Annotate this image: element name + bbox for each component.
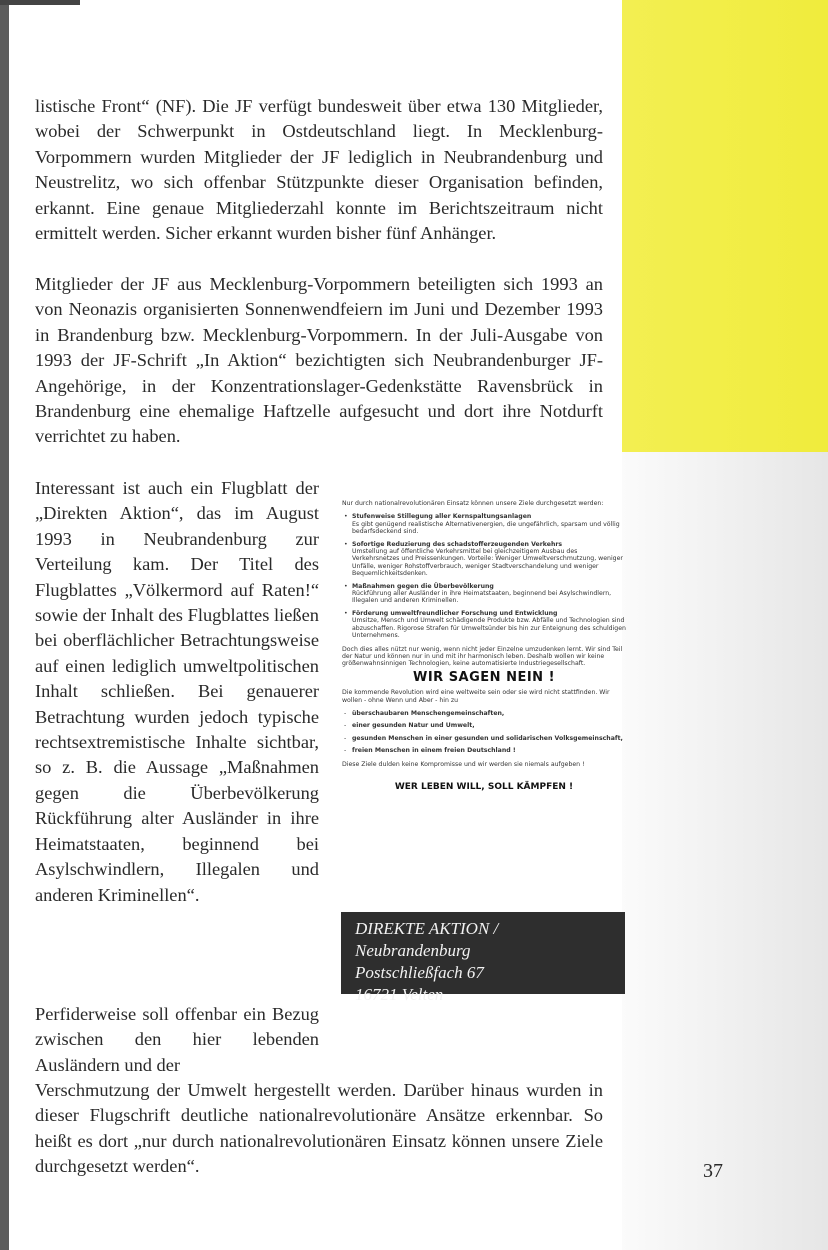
leaflet-after: Die kommende Revolution wird eine weltweite sein oder sie wird nicht stattfinden. Wir wollen - ohne Wenn und Aber - hin zu xyxy=(342,689,610,704)
address-line: DIREKTE AKTION / Neubrandenburg xyxy=(355,919,499,960)
leaflet-excerpt xyxy=(342,500,626,807)
leaflet-goals-list xyxy=(342,710,626,755)
address-line: Postschließfach 67 xyxy=(355,963,484,982)
leaflet-demand xyxy=(352,610,626,640)
leaflet-goal xyxy=(352,710,626,717)
leaflet-demand-head: Sofortige Reduzierung des schadstofferzeugenden Verkehrs xyxy=(352,540,563,548)
yellow-margin-band xyxy=(622,0,828,452)
leaflet-demand xyxy=(352,513,626,535)
paragraph-2 xyxy=(35,272,603,450)
leaflet-goal xyxy=(352,747,626,754)
leaflet-closing: Diese Ziele dulden keine Kompromisse und wir werden sie niemals aufgeben ! xyxy=(342,760,585,768)
leaflet-middle: Doch dies alles nützt nur wenig, wenn nicht jeder Einzelne umzudenken lernt. Wir sind Teil der Natur und können nur in und mit ihr harmonisch leben. Deshalb wollen wir keine größenwahnsinnigen Technologien, keine automatisierte Industriegesellschaft. xyxy=(342,645,623,668)
address-line: 16721 Velten xyxy=(355,985,444,1004)
leaflet-goal-text: überschaubaren Menschengemeinschaften, xyxy=(352,709,505,717)
page-edge-top xyxy=(0,0,80,5)
leaflet-goal-text: freien Menschen in einem freien Deutschland ! xyxy=(352,747,516,755)
leaflet-demand-head: Maßnahmen gegen die Überbevölkerung xyxy=(352,582,494,590)
leaflet-goal-text: einer gesunden Natur und Umwelt, xyxy=(352,722,475,730)
leaflet-demand-body: Umstellung auf öffentliche Verkehrsmittel bei gleichzeitigem Ausbau des Verkehrsnetzes und Preissenkungen. Vorteile: Weniger Umweltverschmutzung, weniger Unfälle, weniger Rohstoffverbrauch, weniger Stadtverschandelung und weniger Bequemlichkeitsdenken. xyxy=(352,548,623,578)
leaflet-address-box xyxy=(341,912,625,1004)
page-edge-left xyxy=(0,0,9,1250)
leaflet-motto: WER LEBEN WILL, SOLL KÄMPFEN ! xyxy=(394,781,574,792)
paragraph-4-end-text: Verschmutzung der Umwelt hergestellt werden. Darüber hinaus wurden in dieser Flugschrift deutliche nationalrevolutionäre Ansätze erkennbar. So heißt es dort „nur durch nationalrevolutionären Einsatz können unsere Ziele durchgesetzt werden“. xyxy=(35,1080,603,1177)
leaflet-goal xyxy=(352,722,626,729)
paragraph-4-end xyxy=(35,1078,603,1180)
gray-margin-band xyxy=(622,452,828,1250)
paragraph-3-text: Interessant ist auch ein Flugblatt der „Direkten Aktion“, das im August 1993 in Neubrandenburg zur Verteilung kam. Der Titel des Flugblattes „Völkermord auf Raten!“ sowie der Inhalt des Flugblattes ließen bei oberflächlicher Betrachtungsweise auf einen lediglich umweltpolitischen Inhalt schließen. Bei genauerer Betrachtung wurden jedoch typische rechtsextremistische Inhalte sichtbar, so z. B. die Aussage „Maßnahmen gegen die Überbevölkerung Rückführung alter Ausländer in ihre Heimatstaaten, beginnend bei Asylschwindlern, Illegalen und anderen Kriminellen“. xyxy=(35,478,319,905)
leaflet-goal-text: gesunden Menschen in einer gesunden und solidarischen Volksgemeinschaft, xyxy=(352,734,623,742)
leaflet-demand xyxy=(352,541,626,578)
leaflet-intro: Nur durch nationalrevolutionären Einsatz können unsere Ziele durchgesetzt werden: xyxy=(342,500,604,507)
paragraph-1 xyxy=(35,94,603,246)
paragraph-3 xyxy=(35,476,319,908)
leaflet-demand-body: Rückführung aller Ausländer in ihre Heimatstaaten, beginnend bei Asylschwindlern, Illegalen und anderen Kriminellen. xyxy=(352,590,612,605)
paragraph-4-start xyxy=(35,1002,319,1078)
leaflet-goal xyxy=(352,735,626,742)
leaflet-demand-body: Umsitze, Mensch und Umwelt schädigende Produkte bzw. Abfälle und Technologien sind abzuschaffen. Rigorose Strafen für Umweltsünder bis hin zur Enteignung des schuldigen Unternehmens. xyxy=(352,617,626,640)
page-number: 37 xyxy=(703,1160,723,1182)
leaflet-demand-head: Förderung umweltfreundlicher Forschung und Entwicklung xyxy=(352,609,558,617)
leaflet-demands-list xyxy=(342,513,626,639)
leaflet-demand-head: Stufenweise Stillegung aller Kernspaltungsanlagen xyxy=(352,513,532,521)
paragraph-4-start-text: Perfiderweise soll offenbar ein Bezug zwischen den hier lebenden Ausländern und der xyxy=(35,1004,319,1075)
paragraph-2-text: Mitglieder der JF aus Mecklenburg-Vorpommern beteiligten sich 1993 an von Neonazis organisierten Sonnenwendfeiern im Juni und Dezember 1993 in Brandenburg bzw. Mecklenburg-Vorpommern. In der Juli-Ausgabe von 1993 der JF-Schrift „In Aktion“ bezichtigten sich Neubrandenburger JF-Angehörige, in der Konzentrationslager-Gedenkstätte Ravensbrück in Brandenburg eine ehemalige Haftzelle aufgesucht und dort ihre Notdurft verrichtet zu haben. xyxy=(35,274,603,447)
paragraph-1-text: listische Front“ (NF). Die JF verfügt bundesweit über etwa 130 Mitglieder, wobei der Schwerpunkt in Ostdeutschland liegt. In Mecklenburg-Vorpommern wurden Mitglieder der JF lediglich in Neubrandenburg und Neustrelitz, wo sich offenbar Stützpunkte dieser Organisation befinden, erkannt. Eine genaue Mitgliederzahl konnte im Berichtszeitraum nicht ermittelt werden. Sicher erkannt wurden bisher fünf Anhänger. xyxy=(35,96,603,244)
leaflet-headline: WIR SAGEN NEIN ! xyxy=(412,669,556,685)
leaflet-demand-body: Es gibt genügend realistische Alternativenergien, die ungefährlich, sparsam und völlig bedarfsdeckend sind. xyxy=(352,520,620,536)
leaflet-demand xyxy=(352,583,626,605)
